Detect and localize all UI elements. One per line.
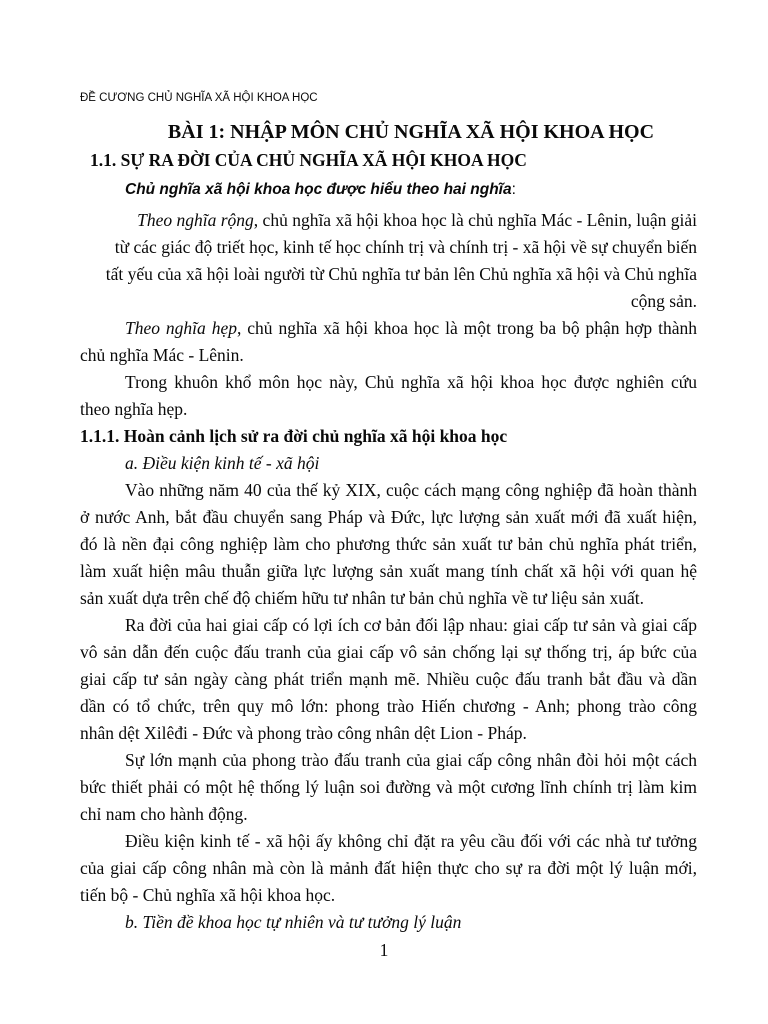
text-line: Vào những năm 40 của thế kỷ XIX, cuộc cách mạng công nghiệp đã hoàn thành xyxy=(125,480,697,500)
line-text: , chủ nghĩa xã hội khoa học là một trong ba bộ phận hợp thành xyxy=(236,318,697,338)
text-line: đó là nền đại công nghiệp làm cho phương thức sản xuất tư bản chủ nghĩa phát triển, xyxy=(80,534,697,554)
paragraph-narrow-sense xyxy=(80,315,697,369)
text-line: Sự lớn mạnh của phong trào đấu tranh của giai cấp công nhân đòi hỏi một cách xyxy=(125,750,697,770)
lesson-title: BÀI 1: NHẬP MÔN CHỦ NGHĨA XÃ HỘI KHOA HỌC xyxy=(167,121,655,143)
running-header: ĐỀ CƯƠNG CHỦ NGHĨA XÃ HỘI KHOA HỌC xyxy=(80,92,318,104)
section-heading: 1.1. SỰ RA ĐỜI CỦA CHỦ NGHĨA XÃ HỘI KHOA HỌC xyxy=(90,150,527,170)
paragraph-broad-sense xyxy=(80,207,697,315)
text-line: tiến bộ - Chủ nghĩa xã hội khoa học. xyxy=(80,885,336,905)
page-number: 1 xyxy=(379,940,389,960)
text-line: Trong khuôn khổ môn học này, Chủ nghĩa xã hội khoa học được nghiên cứu xyxy=(125,372,697,392)
text-line: bức thiết phải có một hệ thống lý luận soi đường và một cương lĩnh chính trị làm kim xyxy=(80,777,697,797)
text-line: vô sản dẫn đến cuộc đấu tranh của giai cấp vô sản chống lại sự thống trị, áp bức của xyxy=(80,642,697,662)
text-line: cộng sản. xyxy=(630,291,697,311)
paragraph-economic-conditions xyxy=(80,477,697,612)
text-line: chỉ nam cho hành động. xyxy=(80,804,248,824)
text-line: nhân dệt Xilêđi - Đức và phong trào công nhân dệt Lion - Pháp. xyxy=(80,723,527,743)
text-line: chủ nghĩa Mác - Lênin. xyxy=(80,345,244,365)
paragraph-theory-need xyxy=(80,747,697,828)
paragraph-conclusion xyxy=(80,828,697,909)
text-line: tất yếu của xã hội loài người từ Chủ nghĩa tư bản lên Chủ nghĩa xã hội và Chủ nghĩa xyxy=(105,264,697,284)
subsection-heading: 1.1.1. Hoàn cảnh lịch sử ra đời chủ nghĩa xã hội khoa học xyxy=(80,426,508,446)
text-line: theo nghĩa hẹp. xyxy=(80,399,188,419)
definition-intro xyxy=(125,177,516,203)
text-line: sản xuất dựa trên chế độ chiếm hữu tư nhân tư bản chủ nghĩa về tư liệu sản xuất. xyxy=(80,588,645,608)
body-text xyxy=(80,207,697,936)
definition-intro-colon: : xyxy=(511,181,516,198)
text-line: của giai cấp công nhân mà còn là mảnh đất hiện thực cho sự ra đời một lý luận mới, xyxy=(80,858,697,878)
text-line: Ra đời của hai giai cấp có lợi ích cơ bản đối lập nhau: giai cấp tư sản và giai cấp xyxy=(125,615,697,635)
text-line: giai cấp tư sản ngày càng phát triển mạnh mẽ. Nhiều cuộc đấu tranh bắt đầu và dần xyxy=(80,669,697,689)
text-line: ở nước Anh, bắt đầu chuyển sang Pháp và Đức, lực lượng sản xuất mới đã xuất hiện, xyxy=(80,507,697,527)
term-narrow-sense: Theo nghĩa hẹp xyxy=(125,318,237,338)
text-line: Điều kiện kinh tế - xã hội ấy không chỉ đặt ra yêu cầu đối với các nhà tư tưởng xyxy=(125,831,697,851)
line-text: , chủ nghĩa xã hội khoa học là chủ nghĩa Mác - Lênin, luận giải xyxy=(253,210,697,230)
text-line xyxy=(125,315,697,342)
part-b-heading: b. Tiền đề khoa học tự nhiên và tư tưởng lý luận xyxy=(125,912,462,932)
text-line: từ các giác độ triết học, kinh tế học chính trị và chính trị - xã hội về sự chuyển biến xyxy=(114,237,697,257)
part-a-heading: a. Điều kiện kinh tế - xã hội xyxy=(125,453,320,473)
paragraph-class-struggle xyxy=(80,612,697,747)
term-broad-sense: Theo nghĩa rộng xyxy=(137,210,254,230)
paragraph-scope xyxy=(80,369,697,423)
text-line: dần có tổ chức, trên quy mô lớn: phong trào Hiến chương - Anh; phong trào công xyxy=(80,696,697,716)
text-line xyxy=(80,207,697,234)
definition-intro-text: Chủ nghĩa xã hội khoa học được hiểu theo hai nghĩa xyxy=(125,181,512,198)
text-line: làm xuất hiện mâu thuẫn giữa lực lượng sản xuất mang tính chất xã hội với quan hệ xyxy=(80,561,697,581)
